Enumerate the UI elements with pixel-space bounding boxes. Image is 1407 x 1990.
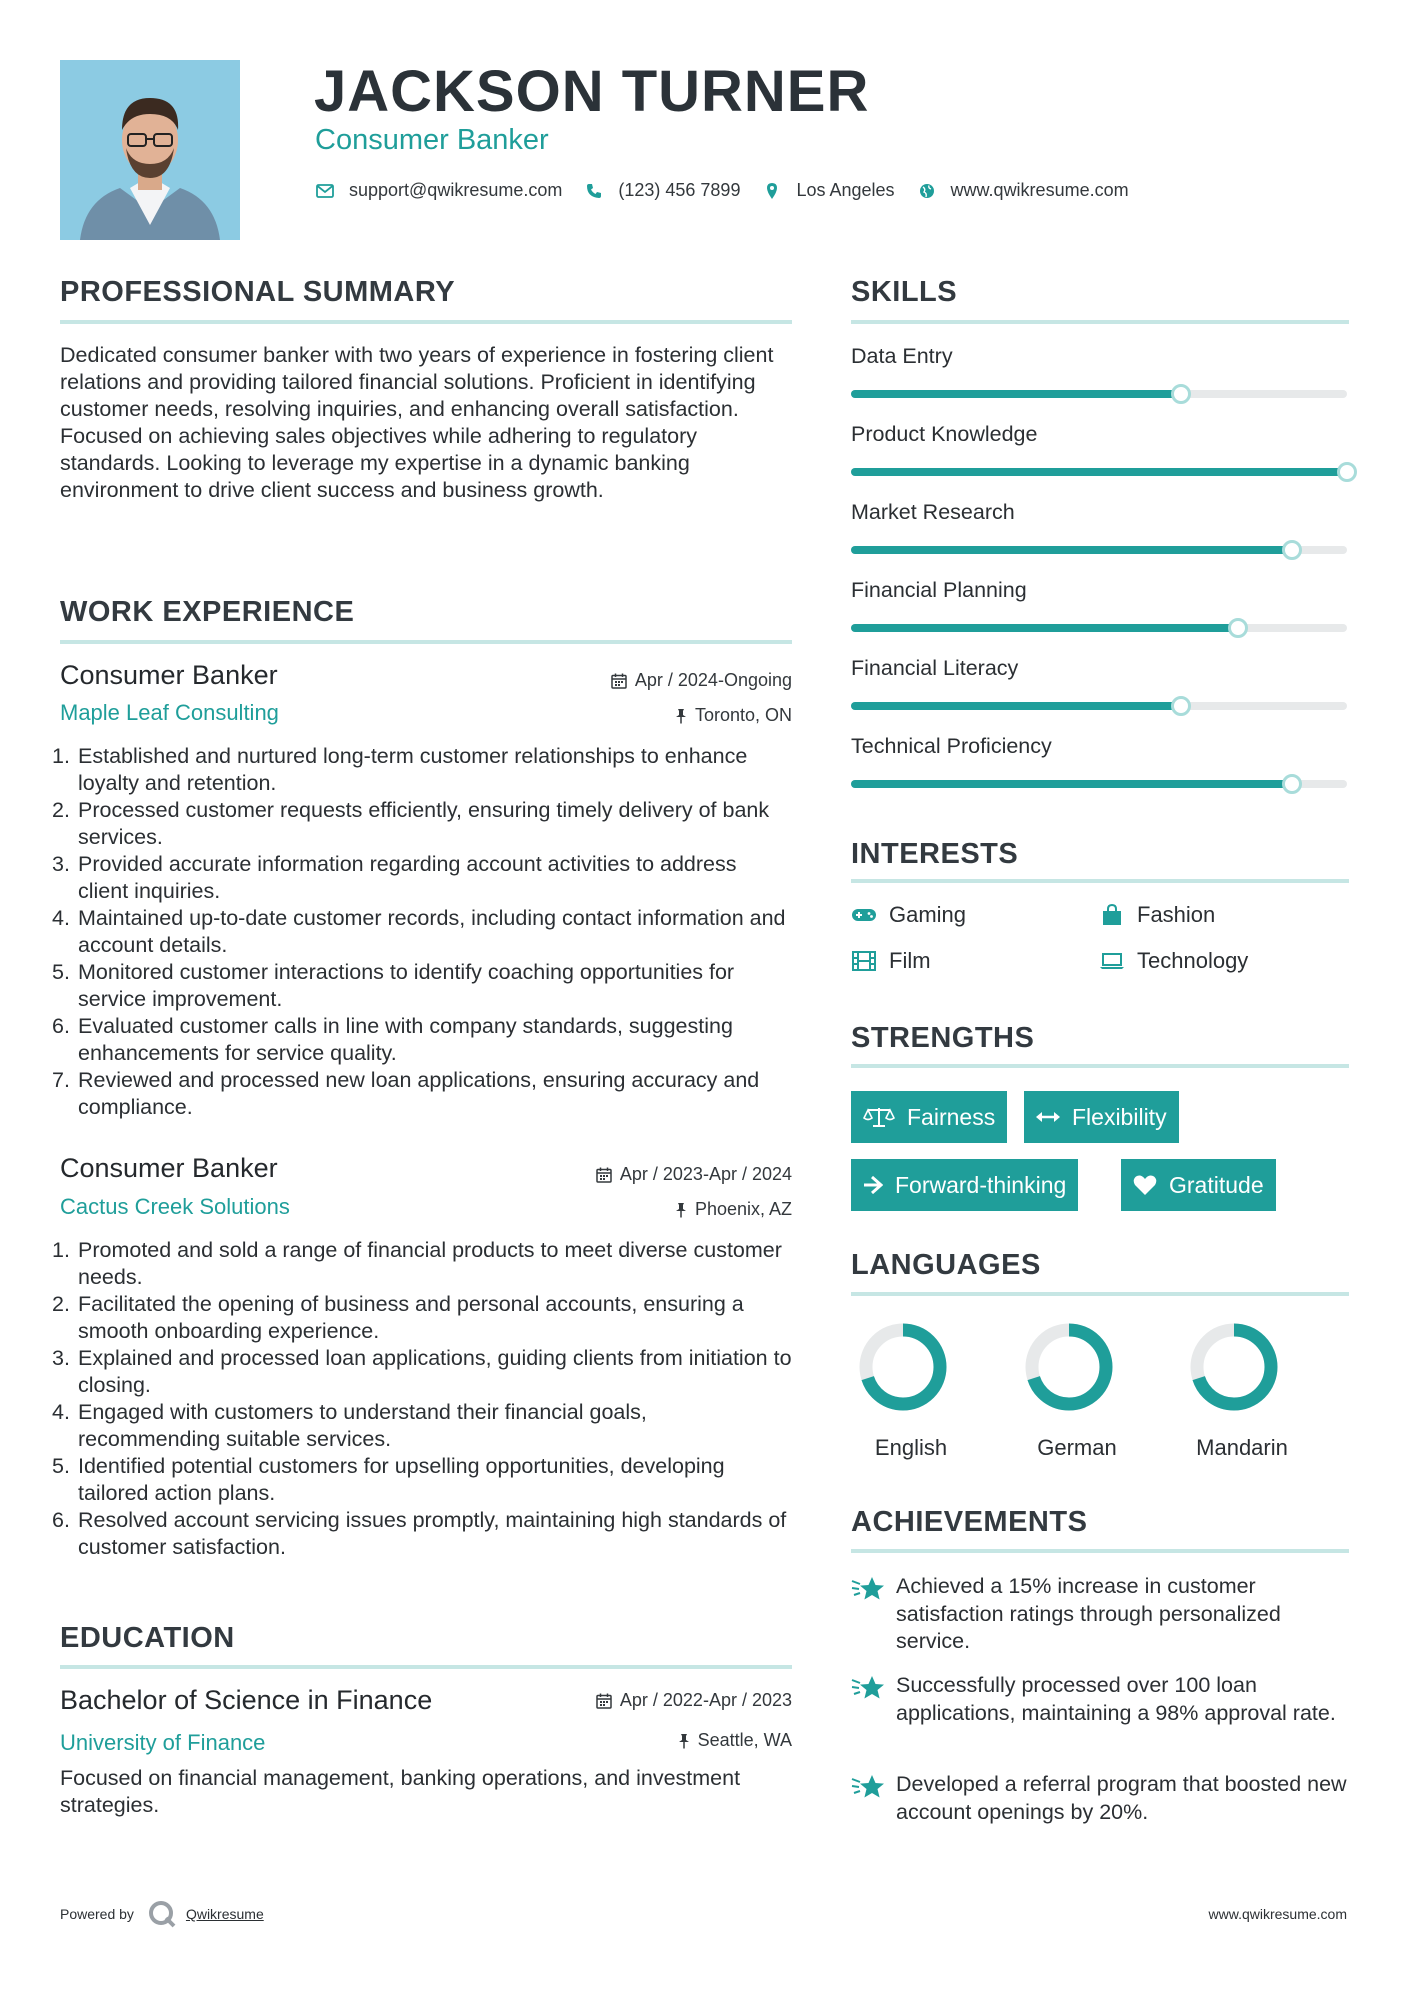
list-item: 1. Promoted and sold a range of financial products to meet diverse customer needs. (52, 1238, 782, 1289)
heart-icon (1133, 1174, 1157, 1196)
skill-label: Data Entry (851, 344, 953, 368)
list-item: 1. Established and nurtured long-term customer relationships to enhance loyalty and retention. (52, 744, 748, 795)
job-location-text: Phoenix, AZ (694, 1199, 792, 1219)
skill-bar (851, 390, 1347, 398)
summary-divider (60, 320, 792, 324)
achievement-item (851, 1573, 1351, 1656)
gamepad-icon (851, 904, 877, 926)
skill-bar (851, 702, 1347, 710)
education-dates-text: Apr / 2022-Apr / 2023 (619, 1690, 792, 1710)
skill-bar-knob (1282, 774, 1302, 794)
job-title: Consumer Banker (60, 660, 278, 690)
job-company: Cactus Creek Solutions (60, 1194, 290, 1219)
education-dates (596, 1690, 792, 1711)
achievements-heading: ACHIEVEMENTS (851, 1506, 1088, 1538)
calendar-icon (611, 673, 627, 689)
contact-phone[interactable]: (123) 456 7899 (618, 180, 741, 200)
language-label: German (1037, 1435, 1117, 1460)
list-item: 6. Evaluated customer calls in line with company standards, suggesting enhancements for service quality. (52, 1014, 733, 1065)
shooting-star-icon (851, 1771, 896, 1826)
education-description: Focused on financial management, banking operations, and investment strategies. (60, 1766, 741, 1817)
pushpin-icon (675, 1202, 687, 1218)
job-dates-text: Apr / 2024-Ongoing (634, 670, 792, 690)
profile-photo (60, 60, 240, 240)
skill-bar-fill (851, 468, 1347, 476)
interests-heading: INTERESTS (851, 838, 1019, 870)
pushpin-icon (678, 1733, 690, 1749)
list-item: 4. Engaged with customers to understand their financial goals, recommending suitable services. (52, 1400, 647, 1451)
arrow-right-icon (863, 1176, 883, 1194)
skill-bar (851, 780, 1347, 788)
footer-website[interactable]: www.qwikresume.com (1208, 1906, 1347, 1922)
interest-item (1099, 902, 1215, 928)
contact-email[interactable]: support@qwikresume.com (349, 180, 563, 200)
skill-bar-knob (1337, 462, 1357, 482)
degree-title: Bachelor of Science in Finance (60, 1685, 433, 1715)
interest-label: Film (889, 948, 931, 973)
strength-chip (1024, 1091, 1179, 1143)
job-bullets (52, 1237, 792, 1561)
job-location-text: Toronto, ON (694, 705, 792, 725)
job-dates-text: Apr / 2023-Apr / 2024 (619, 1164, 792, 1184)
list-item: 5. Identified potential customers for upselling opportunities, developing tailored action plans. (52, 1454, 725, 1505)
education-divider (60, 1665, 792, 1669)
school-name: University of Finance (60, 1730, 266, 1755)
interest-item (1099, 948, 1248, 974)
skill-bar (851, 468, 1347, 476)
language-label: English (874, 1435, 948, 1460)
pushpin-icon (675, 708, 687, 724)
achievement-item (851, 1771, 1351, 1826)
job-dates (611, 670, 792, 691)
strengths-divider (851, 1064, 1349, 1068)
contact-location: Los Angeles (796, 180, 895, 200)
list-item: 3. Explained and processed loan applications, guiding clients from initiation to closing. (52, 1346, 792, 1397)
language-ring (1189, 1322, 1279, 1412)
job-location (675, 705, 792, 726)
skill-bar-fill (851, 390, 1181, 398)
job-company: Maple Leaf Consulting (60, 700, 279, 725)
list-item: 5. Monitored customer interactions to identify coaching opportunities for service improvement. (52, 960, 735, 1011)
list-item: 2. Processed customer requests efficiently, ensuring timely delivery of bank services. (52, 798, 770, 849)
list-item: 6. Resolved account servicing issues promptly, maintaining high standards of customer satisfaction. (52, 1508, 787, 1559)
list-item: 7. Reviewed and processed new loan applications, ensuring accuracy and compliance. (52, 1068, 760, 1119)
strength-chip (1121, 1159, 1276, 1211)
candidate-name: JACKSON TURNER (314, 59, 870, 124)
job-location (675, 1199, 792, 1220)
phone-icon (584, 183, 604, 199)
strength-label: Fairness (907, 1103, 996, 1130)
contact-bar (315, 180, 1151, 201)
interests-divider (851, 879, 1349, 883)
achievement-text: Successfully processed over 100 loan applications, maintaining a 98% approval rate. (896, 1673, 1336, 1725)
calendar-icon (596, 1167, 612, 1183)
language-label: Mandarin (1196, 1435, 1288, 1460)
strengths-heading: STRENGTHS (851, 1022, 1035, 1054)
skill-bar (851, 546, 1347, 554)
summary-heading: PROFESSIONAL SUMMARY (60, 276, 456, 308)
language-ring (858, 1322, 948, 1412)
skill-bar-knob (1171, 696, 1191, 716)
skill-label: Financial Planning (851, 578, 1027, 602)
skill-bar (851, 624, 1347, 632)
skill-bar-fill (851, 780, 1292, 788)
interest-item (851, 948, 931, 974)
skill-label: Financial Literacy (851, 656, 1019, 680)
footer-powered-by (60, 1900, 264, 1928)
list-item: 4. Maintained up-to-date customer records, including contact information and account details. (52, 906, 786, 957)
education-location (678, 1730, 792, 1751)
experience-heading: WORK EXPERIENCE (60, 596, 355, 628)
contact-website[interactable]: www.qwikresume.com (950, 180, 1129, 200)
strength-label: Forward-thinking (895, 1171, 1067, 1198)
experience-divider (60, 640, 792, 644)
footer-brand-link[interactable]: Qwikresume (185, 1906, 264, 1922)
strength-label: Gratitude (1169, 1171, 1264, 1198)
interest-label: Gaming (889, 902, 967, 927)
skill-bar-knob (1282, 540, 1302, 560)
skill-bar-fill (851, 546, 1292, 554)
candidate-title: Consumer Banker (315, 124, 549, 156)
calendar-icon (596, 1693, 612, 1709)
globe-icon (917, 183, 937, 199)
interest-item (851, 902, 966, 928)
job-title: Consumer Banker (60, 1153, 278, 1183)
arrows-horizontal-icon (1036, 1111, 1060, 1123)
skill-bar-fill (851, 624, 1238, 632)
skills-divider (851, 320, 1349, 324)
qwikresume-logo-icon (148, 1900, 176, 1928)
skill-bar-fill (851, 702, 1181, 710)
achievement-text: Achieved a 15% increase in customer satisfaction ratings through personalized service. (896, 1574, 1281, 1653)
interest-label: Technology (1137, 948, 1249, 973)
achievements-divider (851, 1549, 1349, 1553)
strength-label: Flexibility (1072, 1103, 1167, 1130)
shopping-bag-icon (1099, 904, 1125, 926)
achievement-text: Developed a referral program that boosted new account openings by 20%. (896, 1772, 1347, 1824)
list-item: 3. Provided accurate information regarding account activities to address client inquiries. (52, 852, 737, 903)
education-location-text: Seattle, WA (697, 1730, 792, 1750)
skills-heading: SKILLS (851, 276, 958, 308)
summary-text: Dedicated consumer banker with two years of experience in fostering client relations and providing tailored financial solutions. Proficient in identifying customer needs, resolving inquiries, and enhancing overall satisfaction. Focused on achieving sales objectives while adhering to regulatory standards. Looking to leverage my expertise in a dynamic banking environment to drive client success and business growth. (60, 343, 774, 502)
skill-label: Market Research (851, 500, 1015, 524)
shooting-star-icon (851, 1672, 896, 1727)
interest-label: Fashion (1137, 902, 1216, 927)
achievement-item (851, 1672, 1351, 1727)
education-heading: EDUCATION (60, 1622, 235, 1654)
languages-heading: LANGUAGES (851, 1249, 1041, 1281)
film-icon (851, 950, 877, 972)
shooting-star-icon (851, 1573, 896, 1656)
skill-label: Technical Proficiency (851, 734, 1052, 758)
map-pin-icon (762, 182, 782, 200)
languages-divider (851, 1292, 1349, 1296)
laptop-icon (1099, 950, 1125, 972)
job-dates (596, 1164, 792, 1185)
envelope-icon (315, 184, 335, 198)
job-bullets (52, 743, 792, 1121)
skill-bar-knob (1171, 384, 1191, 404)
skill-label: Product Knowledge (851, 422, 1038, 446)
language-ring (1024, 1322, 1114, 1412)
strength-chip (851, 1091, 1007, 1143)
skill-bar-knob (1228, 618, 1248, 638)
balance-scale-icon (863, 1106, 895, 1128)
list-item: 2. Facilitated the opening of business and personal accounts, ensuring a smooth onboarding experience. (52, 1292, 744, 1343)
strength-chip (851, 1159, 1078, 1211)
powered-by-label: Powered by (60, 1906, 134, 1922)
